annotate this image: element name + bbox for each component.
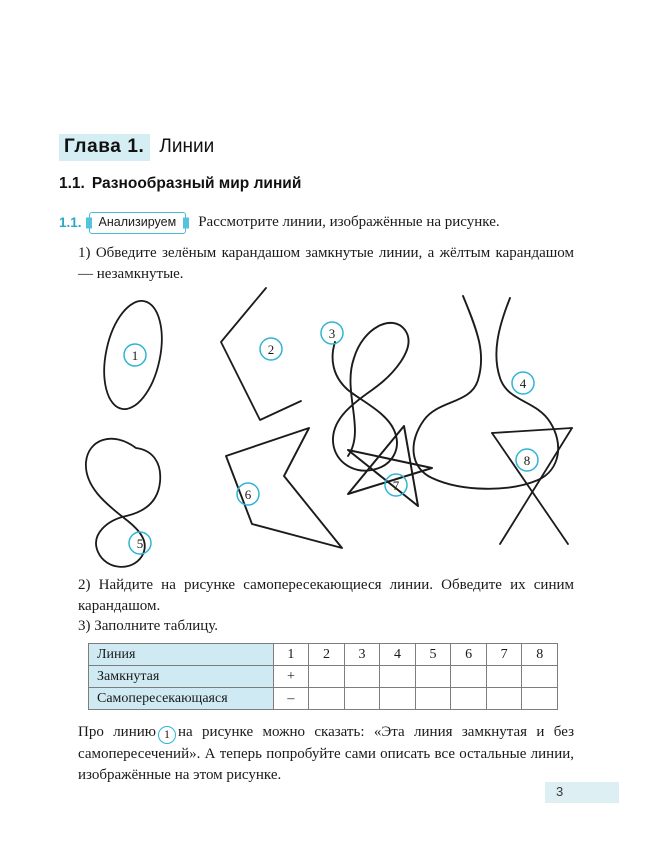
selfint-cell-2[interactable]: [309, 688, 345, 710]
shape-label-6: 6: [244, 487, 252, 502]
section-title: Разнообразный мир линий: [91, 175, 302, 192]
selfint-cell-3[interactable]: [344, 688, 380, 710]
col-header-8: 8: [522, 644, 558, 666]
closed-cell-7[interactable]: [486, 666, 522, 688]
lines-table: [88, 643, 558, 710]
shape-label-3: 3: [328, 326, 336, 341]
section-heading: [59, 175, 301, 193]
col-header-4: 4: [380, 644, 416, 666]
lines-figure: [80, 280, 580, 570]
shape-label-5: 5: [136, 536, 144, 551]
closed-cell-3[interactable]: [344, 666, 380, 688]
col-header-3: 3: [344, 644, 380, 666]
closed-cell-4[interactable]: [380, 666, 416, 688]
selfint-cell-4[interactable]: [380, 688, 416, 710]
closing-text-after: на рисунке можно сказать: «Эта линия замкнутая и без самопересечений». А теперь попробуйте сами описать все остальные линии, изображённые на этом рисунке.: [78, 724, 575, 783]
shape-label-8: 8: [523, 453, 531, 468]
table-row-closed: [89, 666, 558, 688]
shape-label-1: 1: [131, 348, 139, 363]
selfint-cell-5[interactable]: [415, 688, 451, 710]
analyze-tag-label: Анализируем: [89, 212, 187, 234]
selfint-cell-1[interactable]: –: [273, 688, 309, 710]
page-number: 3: [556, 784, 564, 799]
selfint-cell-8[interactable]: [522, 688, 558, 710]
lines-table-wrap: [88, 643, 558, 710]
shape-6-concave-polygon: [226, 428, 342, 548]
closed-cell-8[interactable]: [522, 666, 558, 688]
shape-label-7: 7: [392, 478, 400, 493]
analyze-tag: [89, 212, 187, 234]
closing-text-before: Про линию: [78, 724, 156, 740]
task-heading: [59, 212, 589, 234]
shape-label-4: 4: [519, 376, 527, 391]
table-row-self-intersecting: [89, 688, 558, 710]
shape-4-vase-curve: [414, 296, 559, 489]
col-header-2: 2: [309, 644, 345, 666]
shape-3-double-loop: [333, 323, 409, 471]
chapter-badge: Глава 1.: [59, 134, 150, 161]
shape-label-2: 2: [267, 342, 275, 357]
task-number: 1.1.: [59, 215, 82, 231]
task-item-1: 1) Обведите зелёным карандашом замкнутые линии, а жёлтым карандашом — незамкнутые.: [78, 245, 574, 282]
tag-nub-right-icon: [183, 217, 189, 228]
row-label-closed: Замкнутая: [89, 666, 274, 688]
section-number: 1.1.: [59, 175, 85, 192]
col-header-6: 6: [451, 644, 487, 666]
closed-cell-6[interactable]: [451, 666, 487, 688]
table-row-header: [89, 644, 558, 666]
tag-nub-left-icon: [86, 217, 92, 228]
row-label-line: Линия: [89, 644, 274, 666]
closing-paragraph: [78, 722, 574, 785]
task-item-2: 2) Найдите на рисунке самопересекающиеся линии. Обведите их синим карандашом.: [78, 577, 574, 614]
selfint-cell-6[interactable]: [451, 688, 487, 710]
chapter-heading: [59, 134, 214, 161]
shape-number-labels: [132, 326, 531, 551]
chapter-title: Линии: [159, 136, 215, 157]
inline-circled-number: 1: [158, 726, 176, 744]
col-header-7: 7: [486, 644, 522, 666]
shape-5-figure-eight: [86, 439, 160, 567]
shape-number-badges: [124, 322, 538, 554]
selfint-cell-7[interactable]: [486, 688, 522, 710]
task-prompt: Рассмотрите линии, изображённые на рисунке.: [198, 214, 500, 231]
closed-cell-5[interactable]: [415, 666, 451, 688]
closed-cell-1[interactable]: +: [273, 666, 309, 688]
col-header-1: 1: [273, 644, 309, 666]
col-header-5: 5: [415, 644, 451, 666]
task-item-3: 3) Заполните таблицу.: [78, 618, 218, 634]
closed-cell-2[interactable]: [309, 666, 345, 688]
shape-8-crossed-legs: [492, 428, 572, 544]
row-label-self-intersecting: Самопересекающаяся: [89, 688, 274, 710]
